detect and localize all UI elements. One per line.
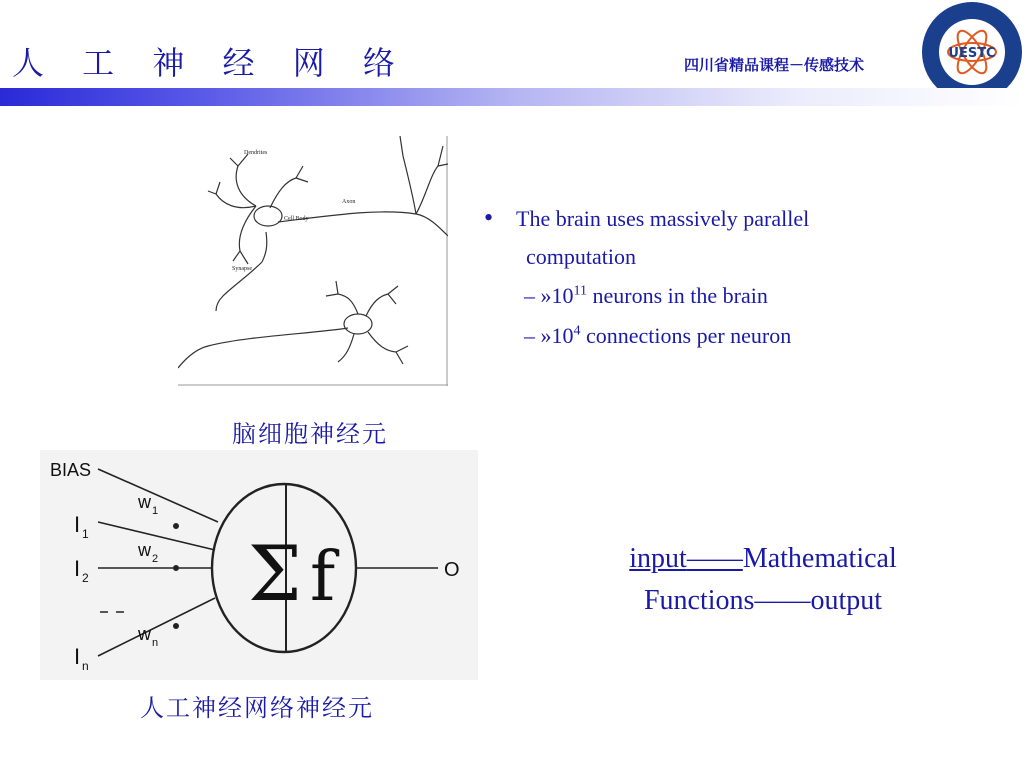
bullet-line-2: computation	[526, 244, 636, 269]
input-1-label: I	[74, 512, 81, 537]
axon-label: Axon	[342, 199, 356, 205]
sigma-symbol: Σ	[248, 529, 302, 618]
sub-bullet-text: neurons in the brain	[586, 283, 768, 308]
synapse-label: Synapse	[232, 266, 252, 272]
input-n-label: I	[74, 644, 81, 669]
mathematical-text: Mathematical	[742, 543, 897, 574]
weight-1-label: w	[138, 492, 151, 512]
input-2-sub: 2	[82, 571, 89, 585]
sub-bullet-exponent: 11	[573, 283, 587, 299]
slide-title: 人 工 神 经 网 络	[12, 44, 409, 82]
sub-bullet-exponent: 4	[573, 323, 581, 339]
artificial-neuron-figure	[40, 450, 478, 680]
input-link[interactable]: input	[629, 543, 687, 574]
weight-2-sub: 2	[152, 553, 159, 565]
input-2-label: I	[74, 556, 81, 581]
cell-body-label: Cell Body	[284, 216, 309, 222]
weight-n-label: w	[138, 624, 151, 644]
dash-2: ——	[754, 585, 811, 616]
output-label: O	[444, 559, 460, 581]
function-line-1	[598, 538, 928, 580]
weight-1-sub: 1	[152, 505, 159, 517]
input-n-sub: n	[82, 659, 89, 673]
sub-bullet-connections	[484, 316, 924, 356]
bullet-line-1: The brain uses massively parallel	[516, 206, 810, 231]
sub-bullet-text: connections per neuron	[580, 323, 792, 348]
bullet-dot-icon: •	[484, 203, 494, 232]
dendrites-label: Dendrites	[244, 150, 268, 156]
dash-1: ——	[686, 543, 743, 574]
sub-bullet-neurons	[484, 276, 924, 316]
bullet-item-main	[484, 200, 924, 276]
function-description	[598, 538, 928, 622]
input-1-sub: 1	[82, 527, 89, 541]
header-gradient-bar	[0, 88, 1024, 106]
sub-bullet-prefix: – »10	[524, 323, 574, 348]
sub-bullet-prefix: – »10	[524, 283, 574, 308]
bias-label: BIAS	[50, 460, 92, 480]
biological-neuron-figure	[178, 136, 448, 386]
biological-neuron-caption: 脑细胞神经元	[232, 420, 388, 448]
activation-function-symbol: f	[310, 538, 336, 617]
bullet-list	[484, 200, 924, 356]
functions-text: Functions	[643, 585, 755, 616]
artificial-neuron-caption: 人工神经网络神经元	[140, 694, 374, 722]
weight-n-sub: n	[152, 637, 159, 649]
course-name: 四川省精品课程－传感技术	[684, 56, 865, 74]
logo-text: UESTC	[948, 46, 996, 61]
weight-2-label: w	[138, 540, 151, 560]
output-text: output	[810, 585, 883, 616]
function-line-2	[598, 580, 928, 622]
